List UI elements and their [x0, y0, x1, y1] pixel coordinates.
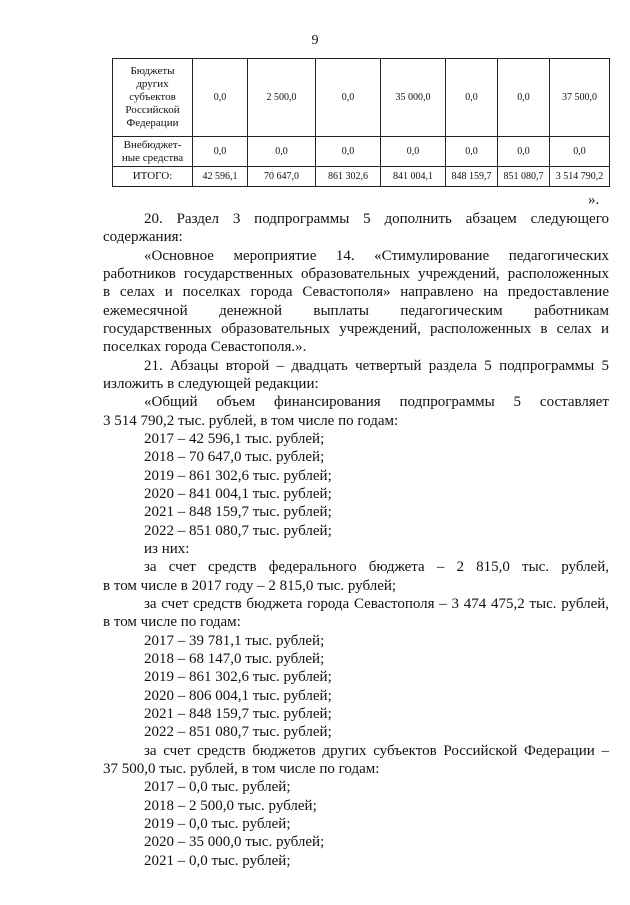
paragraph-line: 2020 – 806 004,1 тыс. рублей; — [144, 688, 332, 704]
table-cell: 841 004,1 — [381, 167, 446, 187]
table-closing-quote: ». — [588, 192, 600, 208]
table-cell: 42 596,1 — [193, 167, 248, 187]
paragraph-line: 2018 – 68 147,0 тыс. рублей; — [144, 651, 325, 667]
table-cell: 0,0 — [550, 137, 610, 167]
table-row — [113, 59, 610, 137]
funding-table — [112, 58, 610, 187]
table-cell: 0,0 — [316, 59, 381, 137]
paragraph-line: за счет средств бюджетов других субъектов Российской Федерации – — [144, 743, 609, 759]
paragraph-line: «Основное мероприятие 14. «Стимулирование педагогических — [144, 248, 609, 264]
paragraph-line: ежемесячной денежной выплаты педагогическим работникам — [103, 303, 609, 319]
table-cell: 0,0 — [498, 137, 550, 167]
table-cell: 3 514 790,2 — [550, 167, 610, 187]
paragraph-line: 20. Раздел 3 подпрограммы 5 дополнить абзацем следующего — [144, 211, 609, 227]
table-cell: 2 500,0 — [248, 59, 316, 137]
paragraph-line: 37 500,0 тыс. рублей, в том числе по годам: — [103, 761, 380, 777]
paragraph-line: в том числе по годам: — [103, 614, 241, 630]
paragraph-line: поселках города Севастополя.». — [103, 339, 307, 355]
paragraph-line: 21. Абзацы второй – двадцать четвертый раздела 5 подпрограммы 5 — [144, 358, 609, 374]
paragraph-line: содержания: — [103, 229, 183, 245]
paragraph-line: 2017 – 42 596,1 тыс. рублей; — [144, 431, 325, 447]
paragraph-line: государственных образовательных учреждений, расположенных в селах и — [103, 321, 609, 337]
paragraph-line: 2021 – 0,0 тыс. рублей; — [144, 853, 291, 869]
paragraph-line: работников государственных образовательных учреждений, расположенных — [103, 266, 609, 282]
paragraph-line: 2022 – 851 080,7 тыс. рублей; — [144, 523, 332, 539]
paragraph-line: изложить в следующей редакции: — [103, 376, 319, 392]
table-row — [113, 137, 610, 167]
row-label-other-regions: Бюджеты других субъектов Российской Федерации — [113, 59, 193, 137]
table-cell: 0,0 — [248, 137, 316, 167]
paragraph-line: 2021 – 848 159,7 тыс. рублей; — [144, 706, 332, 722]
paragraph-line: за счет средств федерального бюджета – 2 815,0 тыс. рублей, — [144, 559, 609, 575]
paragraph-line: 2018 – 2 500,0 тыс. рублей; — [144, 798, 317, 814]
table-cell: 0,0 — [381, 137, 446, 167]
paragraph-line: из них: — [144, 541, 190, 557]
table-row — [113, 167, 610, 187]
table-cell: 35 000,0 — [381, 59, 446, 137]
paragraph-line: 2019 – 861 302,6 тыс. рублей; — [144, 468, 332, 484]
paragraph-line: 2018 – 70 647,0 тыс. рублей; — [144, 449, 325, 465]
paragraph-line: 2017 – 39 781,1 тыс. рублей; — [144, 633, 325, 649]
table-cell: 0,0 — [193, 137, 248, 167]
table-cell: 0,0 — [498, 59, 550, 137]
paragraph-line: 2020 – 841 004,1 тыс. рублей; — [144, 486, 332, 502]
table-cell: 70 647,0 — [248, 167, 316, 187]
paragraph-line: 2019 – 861 302,6 тыс. рублей; — [144, 669, 332, 685]
paragraph-line: за счет средств бюджета города Севастополя – 3 474 475,2 тыс. рублей, — [144, 596, 609, 612]
paragraph-line: 2019 – 0,0 тыс. рублей; — [144, 816, 291, 832]
row-label-total: ИТОГО: — [113, 167, 193, 187]
paragraph-line: в селах и поселках города Севастополя» направлено на предоставление — [103, 284, 609, 300]
page-number: 9 — [311, 33, 319, 48]
table-cell: 0,0 — [193, 59, 248, 137]
paragraph-line: 2017 – 0,0 тыс. рублей; — [144, 779, 291, 795]
paragraph-line: 2022 – 851 080,7 тыс. рублей; — [144, 724, 332, 740]
table-cell: 0,0 — [446, 137, 498, 167]
table-cell: 37 500,0 — [550, 59, 610, 137]
paragraph-line: «Общий объем финансирования подпрограммы 5 составляет — [144, 394, 609, 410]
table-cell: 848 159,7 — [446, 167, 498, 187]
row-label-extrabudgetary: Внебюджет- ные средства — [113, 137, 193, 167]
table-cell: 851 080,7 — [498, 167, 550, 187]
table-cell: 861 302,6 — [316, 167, 381, 187]
table-cell: 0,0 — [446, 59, 498, 137]
paragraph-line: 2020 – 35 000,0 тыс. рублей; — [144, 834, 325, 850]
paragraph-line: 3 514 790,2 тыс. рублей, в том числе по годам: — [103, 413, 399, 429]
table-cell: 0,0 — [316, 137, 381, 167]
paragraph-line: 2021 – 848 159,7 тыс. рублей; — [144, 504, 332, 520]
paragraph-line: в том числе в 2017 году – 2 815,0 тыс. рублей; — [103, 578, 397, 594]
